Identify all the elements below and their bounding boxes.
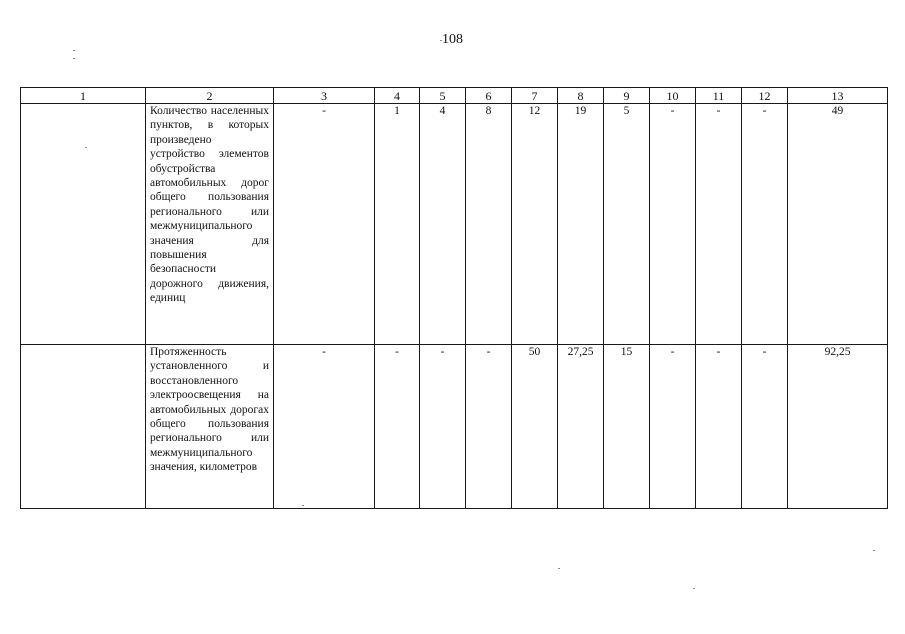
column-number: 12 <box>742 88 788 104</box>
scan-speck <box>73 50 75 51</box>
table-cell-value: - <box>650 104 696 345</box>
table-cell-value: - <box>274 345 375 509</box>
column-number: 8 <box>558 88 604 104</box>
column-number: 4 <box>375 88 420 104</box>
table-cell-value: - <box>274 104 375 345</box>
column-number: 10 <box>650 88 696 104</box>
column-number: 6 <box>466 88 512 104</box>
scan-speck <box>73 58 75 59</box>
table-cell-value: 5 <box>604 104 650 345</box>
table-cell-value: - <box>420 345 466 509</box>
page-number: 108 <box>442 32 463 47</box>
column-number: 7 <box>512 88 558 104</box>
table-cell-value: - <box>742 345 788 509</box>
table-cell-value: - <box>696 104 742 345</box>
scan-speck <box>440 40 442 41</box>
table-cell-value: - <box>650 345 696 509</box>
table-cell-total: 92,25 <box>788 345 888 509</box>
column-number: 11 <box>696 88 742 104</box>
column-number: 1 <box>21 88 146 104</box>
table-cell-value: 8 <box>466 104 512 345</box>
table-cell-empty <box>21 345 146 509</box>
table-cell-value: 15 <box>604 345 650 509</box>
table-row <box>21 104 888 345</box>
column-number: 3 <box>274 88 375 104</box>
scan-speck <box>302 505 304 506</box>
table-cell-value: 12 <box>512 104 558 345</box>
column-number: 2 <box>146 88 274 104</box>
scan-speck <box>85 147 87 148</box>
table-cell-value: - <box>742 104 788 345</box>
table-cell-value: 50 <box>512 345 558 509</box>
scan-speck <box>873 550 875 551</box>
indicator-description: Протяженность установленного и восстановленного электроосвещения на автомобильных дорогах общего пользования регионального или межмуниципального значения, километров <box>146 345 274 509</box>
scan-speck <box>558 568 560 569</box>
data-table <box>20 87 888 509</box>
table-cell-total: 49 <box>788 104 888 345</box>
table-cell-value: - <box>696 345 742 509</box>
column-number-row <box>21 88 888 104</box>
table-cell-value: 1 <box>375 104 420 345</box>
column-number: 13 <box>788 88 888 104</box>
table-cell-value: 27,25 <box>558 345 604 509</box>
table-cell-value: 4 <box>420 104 466 345</box>
table-cell-value: - <box>466 345 512 509</box>
table-cell-empty <box>21 104 146 345</box>
indicator-description: Количество населенных пунктов, в которых произведено устройство элементов обустройства автомобильных дорог общего пользования регионального или межмуниципального значения для повышения безопасности дорожного движения, единиц <box>146 104 274 345</box>
table-row <box>21 345 888 509</box>
scan-speck <box>693 588 695 589</box>
table-cell-value: 19 <box>558 104 604 345</box>
column-number: 9 <box>604 88 650 104</box>
table-cell-value: - <box>375 345 420 509</box>
column-number: 5 <box>420 88 466 104</box>
